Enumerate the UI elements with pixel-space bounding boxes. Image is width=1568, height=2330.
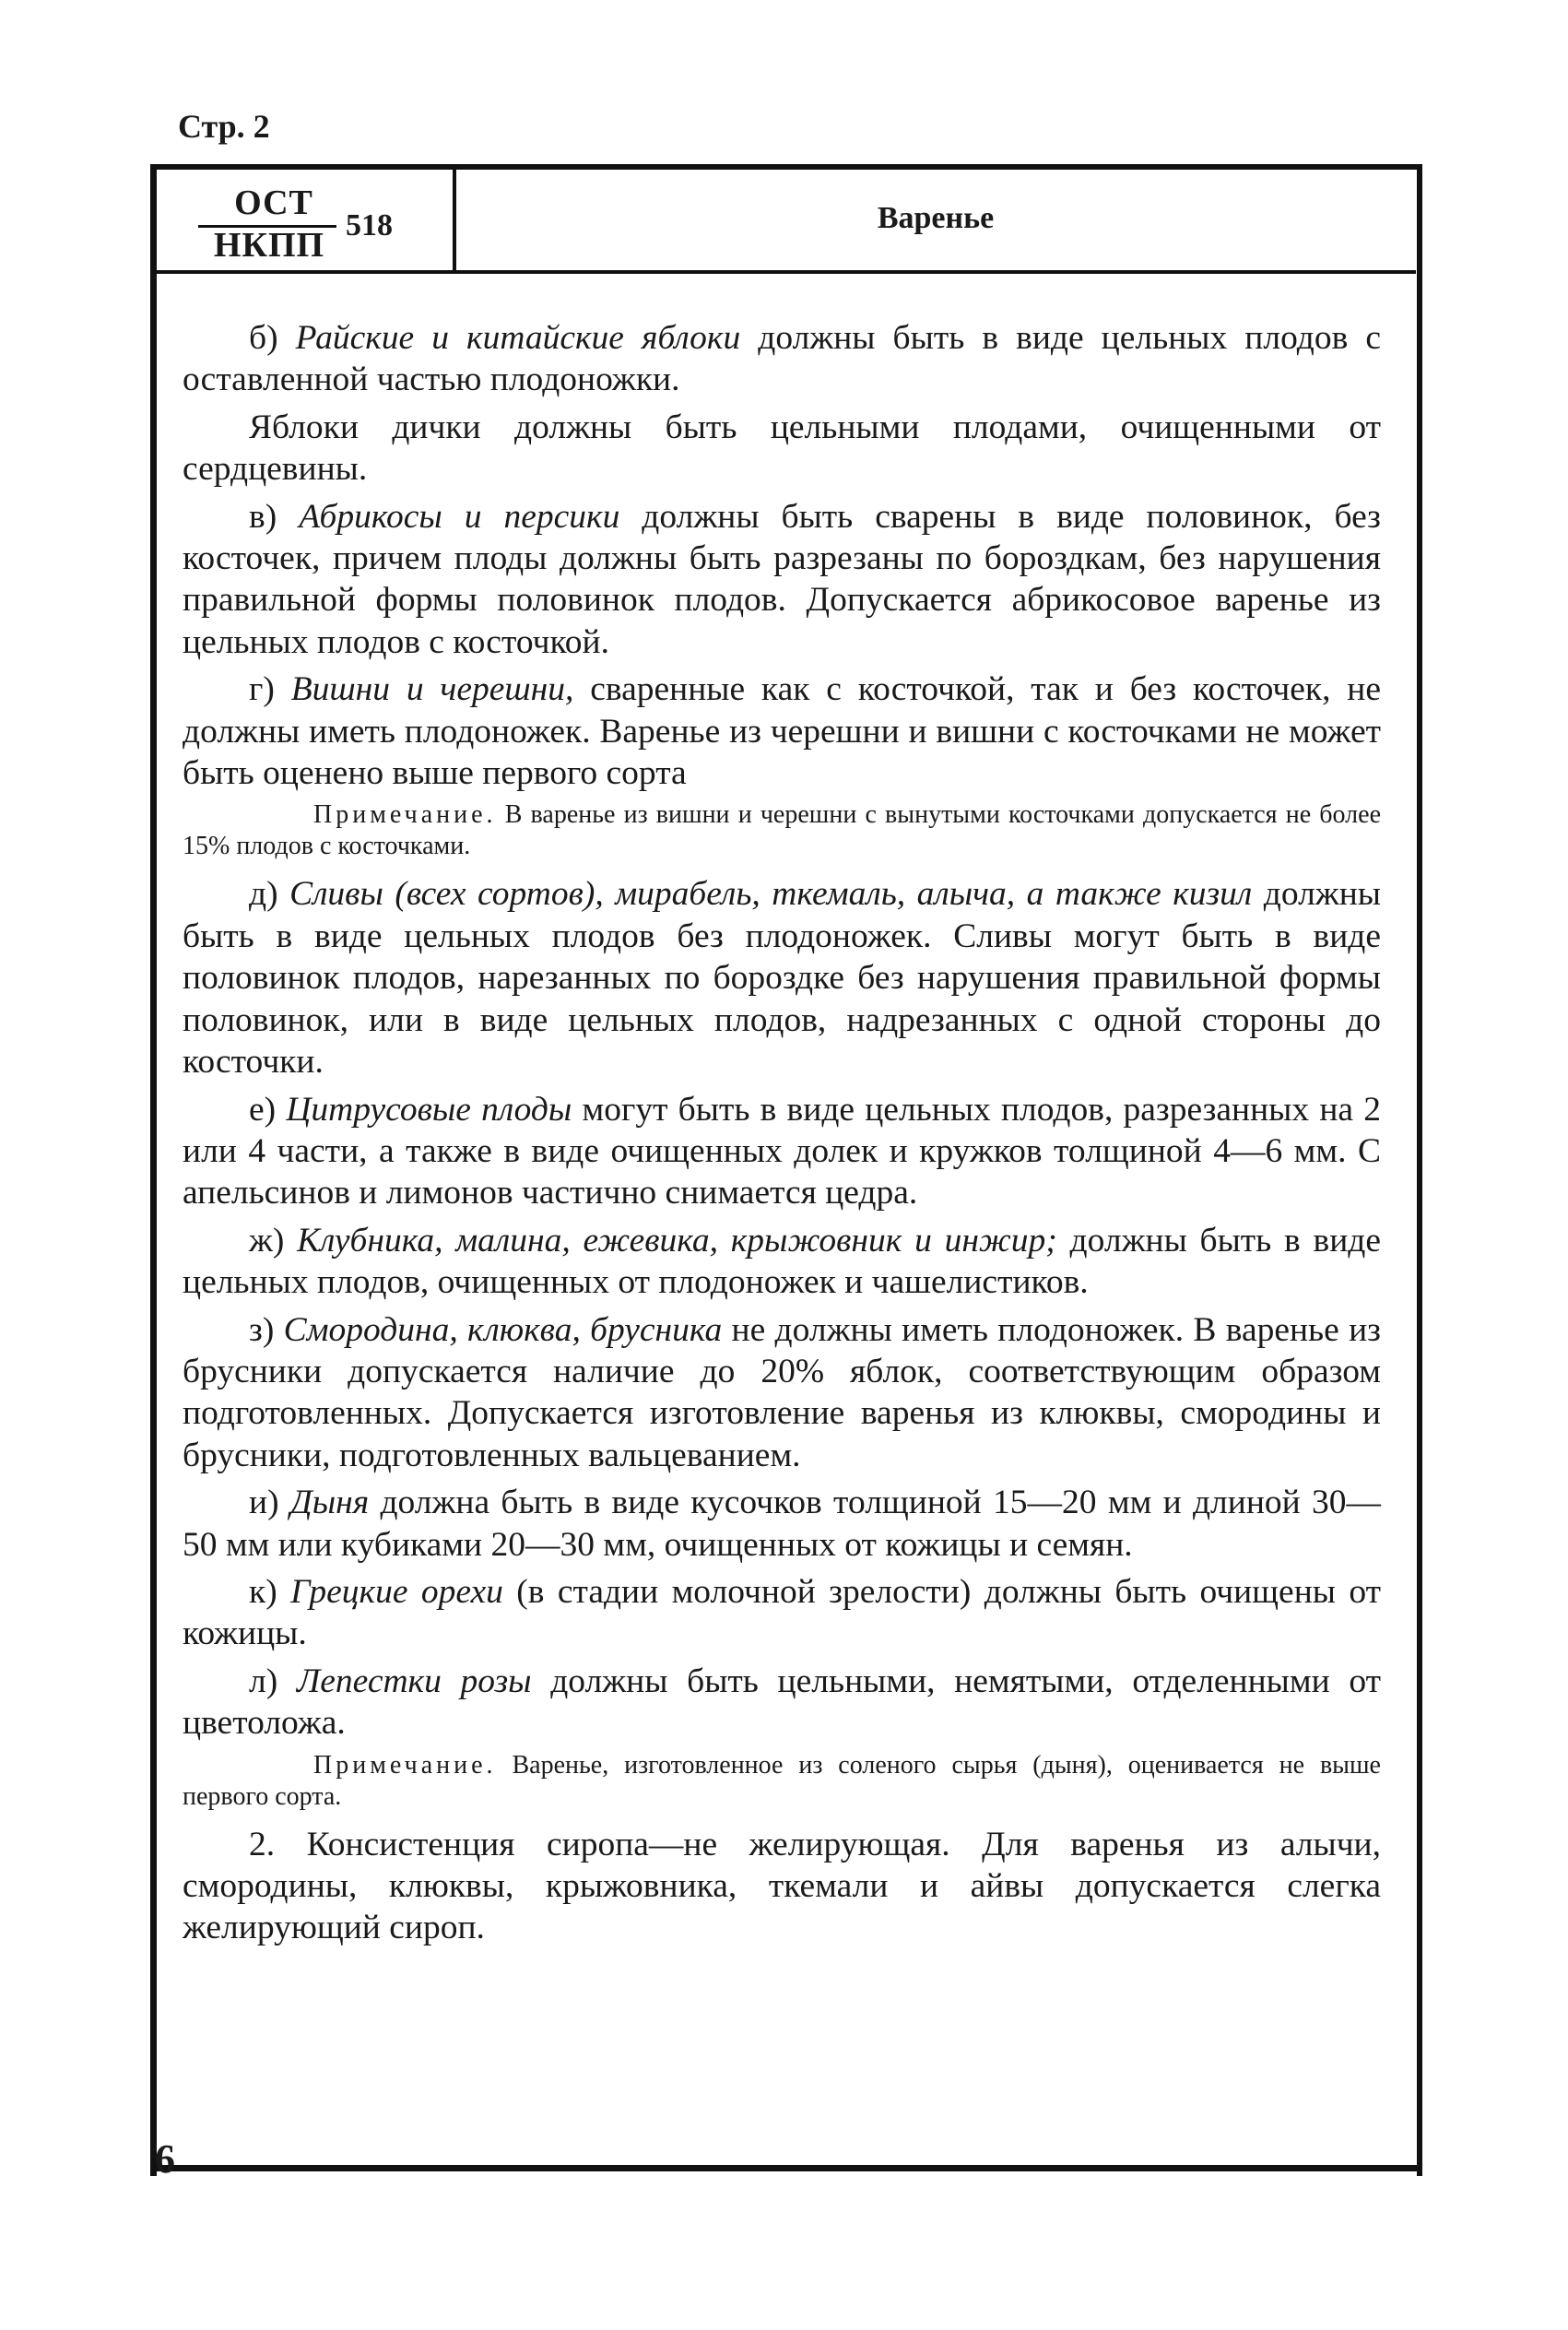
header-bottom-rule xyxy=(157,270,1416,274)
paragraph-g xyxy=(183,668,1381,794)
frame-bottom-rule xyxy=(150,2165,1422,2171)
paragraph-term: Грецкие орехи xyxy=(290,1572,503,1611)
paragraph-term: Смородина, клюква, брусника xyxy=(283,1310,723,1349)
paragraph-zh xyxy=(183,1220,1381,1304)
document-title: Варенье xyxy=(877,201,995,235)
paragraph-2 xyxy=(183,1824,1381,1949)
note-label: Примечание. xyxy=(313,1750,497,1780)
page-number: 6 xyxy=(155,2136,175,2182)
paragraph-body: должна быть в виде кусочков толщиной 15—20 мм и длиной 30—50 мм или кубиками 20—30 мм, очищенных от кожицы и семян. xyxy=(183,1484,1381,1564)
paragraph-lead: л) xyxy=(249,1662,297,1700)
paragraph-e xyxy=(183,1089,1381,1214)
paragraph-body: могут быть в виде цельных плодов, разрезанных на 2 или 4 части, а также в виде очищенных долек и кружков толщиной 4—6 мм. С апельсинов и лимонов частично снимается цедра. xyxy=(183,1090,1381,1212)
paragraph-body: не должны иметь плодоножек. В варенье из брусники допускается наличие до 20% яблок, соответствующим образом подготовленных. Допускается изготовление варенья из клюквы, смородины и брусники, подготовленных вальцеванием. xyxy=(183,1310,1381,1474)
paragraph-body: должны быть цельными, немятыми, отделенными от цветоложа. xyxy=(183,1662,1381,1743)
paragraph-lead: 2. xyxy=(249,1825,307,1863)
paragraph-lead: и) xyxy=(249,1484,290,1522)
paragraph-term: Вишни и черешни, xyxy=(290,670,574,709)
paragraph-term: Клубника, малина, ежевика, крыжовник и инжир; xyxy=(297,1221,1057,1260)
paragraph-z xyxy=(183,1309,1381,1477)
paragraph-d xyxy=(183,873,1381,1082)
paragraph-body: должны быть в виде цельных плодов с оставленной частью плодоножки. xyxy=(183,319,1381,399)
standard-code-top: ОСТ xyxy=(234,183,313,222)
frame-top-rule xyxy=(150,164,1422,170)
paragraph-term: Сливы (всех сортов), мирабель, ткемаль, алыча, а также кизил xyxy=(289,875,1253,914)
body-text xyxy=(183,317,1381,1955)
standard-number: 518 xyxy=(346,208,393,242)
note-melon xyxy=(183,1750,1381,1813)
note-label: Примечание. xyxy=(313,800,497,830)
paragraph-lead: е) xyxy=(249,1090,287,1129)
paragraph-term: Абрикосы и персики xyxy=(299,497,620,536)
note-text: В варенье из вишни и черешни с вынутыми косточками допускается не более 15% плодов с косточками. xyxy=(183,800,1381,861)
paragraph-body: (в стадии молочной зрелости) должны быть очищены от кожицы. xyxy=(183,1572,1381,1653)
paragraph-term: Дыня xyxy=(289,1484,370,1522)
paragraph-wild-apples xyxy=(183,407,1381,491)
paragraph-lead: д) xyxy=(249,875,290,914)
paragraph-body: Консистенция сиропа—не желирующая. Для варенья из алычи, смородины, клюквы, крыжовника, ткемали и айвы допускается слегка желирующий сироп. xyxy=(183,1825,1382,1947)
paragraph-lead: ж) xyxy=(249,1221,298,1260)
paragraph-body: должны быть в виде цельных плодов, очищенных от плодоножек и чашелистиков. xyxy=(183,1221,1381,1302)
paragraph-b xyxy=(183,317,1381,401)
paragraph-i xyxy=(183,1482,1381,1566)
paragraph-lead: з) xyxy=(249,1310,284,1349)
paragraph-k xyxy=(183,1571,1381,1655)
paragraph-term: Райские и китайские яблоки xyxy=(295,319,741,357)
paragraph-term: Цитрусовые плоды xyxy=(286,1090,572,1129)
paragraph-lead: к) xyxy=(249,1572,291,1611)
page-label: Стр. 2 xyxy=(178,108,270,145)
paragraph-v xyxy=(183,496,1381,664)
paragraph-lead: в) xyxy=(249,497,300,536)
paragraph-body: должны быть в виде цельных плодов без плодоножек. Сливы могут быть в виде половинок плодов, нарезанных по бороздке без нарушения правильной формы половинок, или в виде цельных плодов, надрезанных с одной стороны до косточки. xyxy=(183,875,1381,1082)
header-divider xyxy=(453,170,456,271)
paragraph-lead: б) xyxy=(249,319,296,357)
standard-code-bottom: НКПП xyxy=(213,226,325,265)
paragraph-l xyxy=(183,1661,1381,1745)
paragraph-lead: г) xyxy=(249,670,291,709)
paragraph-term: Лепестки розы xyxy=(296,1662,532,1700)
note-text: Варенье, изготовленное из соленого сырья (дыня), оценивается не выше первого сорта. xyxy=(183,1750,1381,1811)
paragraph-body: Яблоки дички должны быть цельными плодами, очищенными от сердцевины. xyxy=(183,408,1381,489)
standard-code xyxy=(180,183,392,266)
paragraph-body: сваренные как с косточкой, так и без косточек, не должны иметь плодоножек. Варенье из черешни и вишни с косточками не может быть оценено выше первого сорта xyxy=(183,670,1381,793)
note-cherries xyxy=(183,799,1381,862)
paragraph-body: должны быть сварены в виде половинок, без косточек, причем плоды должны быть разрезаны по бороздкам, без нарушения правильной формы половинок плодов. Допускается абрикосовое варенье из цельных плодов с косточкой. xyxy=(183,497,1381,661)
